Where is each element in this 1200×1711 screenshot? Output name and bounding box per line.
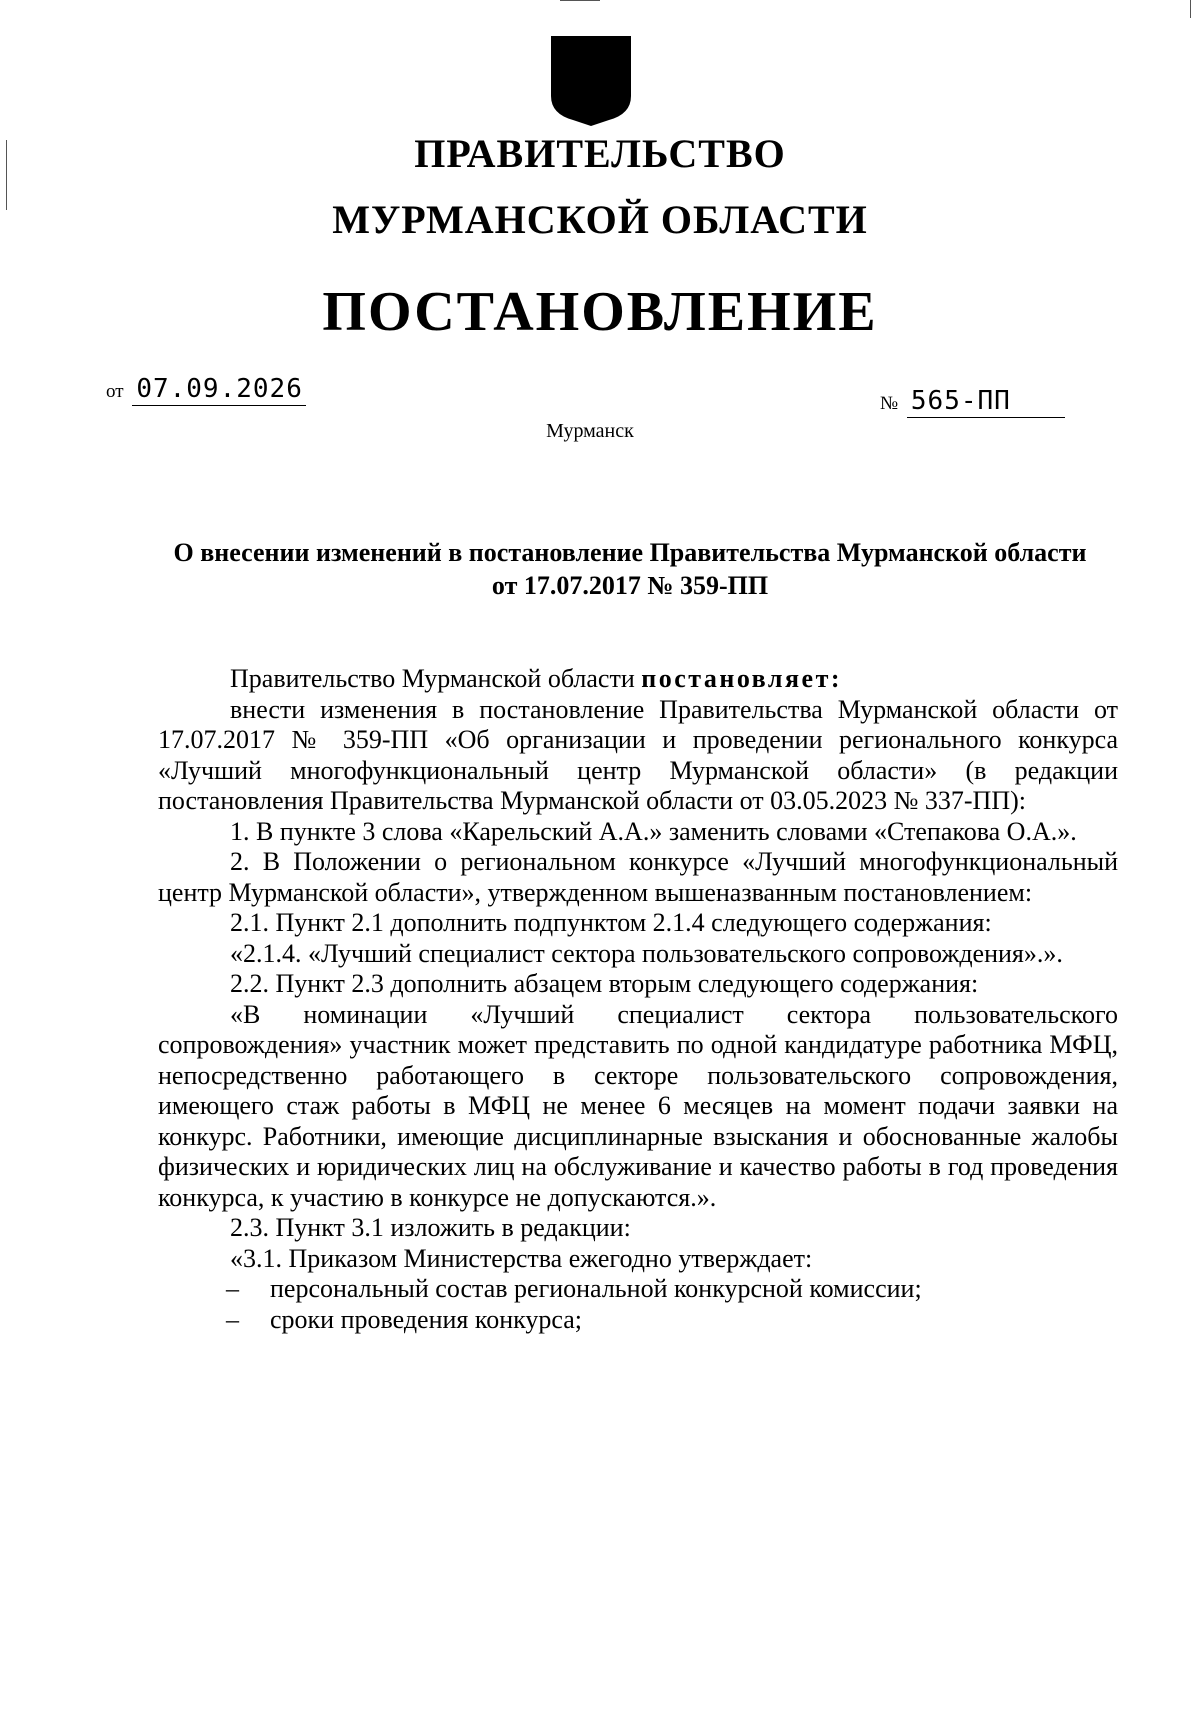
number-value: 565-ПП	[907, 386, 1065, 418]
coat-of-arms-emblem	[549, 34, 633, 128]
scan-edge-mark-left	[6, 140, 7, 210]
scan-edge-mark-right	[1190, 0, 1191, 18]
scan-edge-mark-top	[560, 0, 600, 1]
date-value: 07.09.2026	[132, 374, 306, 406]
paragraph-1: внести изменения в постановление Правительства Мурманской области от 17.07.2017 № 359-ПП «Об организации и проведении регионального конкурса «Лучший многофункциональный центр Мурманской области» (в редакции постановления Правительства Мурманской области от 03.05.2023 № 337-ПП):	[158, 694, 1118, 815]
org-name-line2: МУРМАНСКОЙ ОБЛАСТИ	[332, 197, 868, 242]
city-name: Мурманск	[546, 420, 634, 442]
intro-text: Правительство Мурманской области	[230, 664, 642, 693]
org-name-line1: ПРАВИТЕЛЬСТВО	[414, 131, 786, 176]
paragraph-2: 1. В пункте 3 слова «Карельский А.А.» заменить словами «Степакова О.А.».	[230, 816, 1077, 846]
paragraph-3: 2. В Положении о региональном конкурсе «Лучший многофункциональный центр Мурманской области», утвержденном вышеназванным постановлением:	[158, 847, 1118, 907]
document-title: О внесении изменений в постановление Правительства Мурманской области от 17.07.2017 № 359-ПП	[173, 538, 1087, 600]
number-prefix: №	[880, 393, 899, 414]
intro-paragraph	[158, 664, 1118, 695]
document-type: ПОСТАНОВЛЕНИЕ	[322, 281, 878, 343]
document-body	[158, 664, 1118, 1335]
paragraph-5: «2.1.4. «Лучший специалист сектора пользовательского сопровождения».».	[230, 938, 1063, 968]
date-prefix: от	[106, 381, 124, 402]
paragraph-7: «В номинации «Лучший специалист сектора пользовательского сопровождения» участник может представить по одной кандидатуре работника МФЦ, непосредственно работающего в секторе пользовательского сопровождения, имеющего стаж работы в МФЦ не менее 6 месяцев на момент подачи заявки на конкурс. Работники, имеющие дисциплинарные взыскания и обоснованные жалобы физических и юридических лиц на обслуживание и качество работы в год проведения конкурса, к участию в конкурсе не допускаются.».	[158, 999, 1118, 1212]
paragraph-9: «3.1. Приказом Министерства ежегодно утверждает:	[230, 1243, 813, 1273]
paragraph-4: 2.1. Пункт 2.1 дополнить подпунктом 2.1.4 следующего содержания:	[230, 908, 992, 937]
number-field	[880, 386, 1065, 418]
date-field	[106, 374, 306, 406]
intro-resolves: постановляет:	[641, 664, 842, 693]
paragraph-8: 2.3. Пункт 3.1 изложить в редакции:	[230, 1213, 631, 1242]
list-item: – сроки проведения конкурса;	[158, 1305, 1118, 1336]
paragraph-6: 2.2. Пункт 2.3 дополнить абзацем вторым следующего содержания:	[230, 969, 979, 998]
list-item: – персональный состав региональной конкурсной комиссии;	[158, 1274, 1118, 1305]
